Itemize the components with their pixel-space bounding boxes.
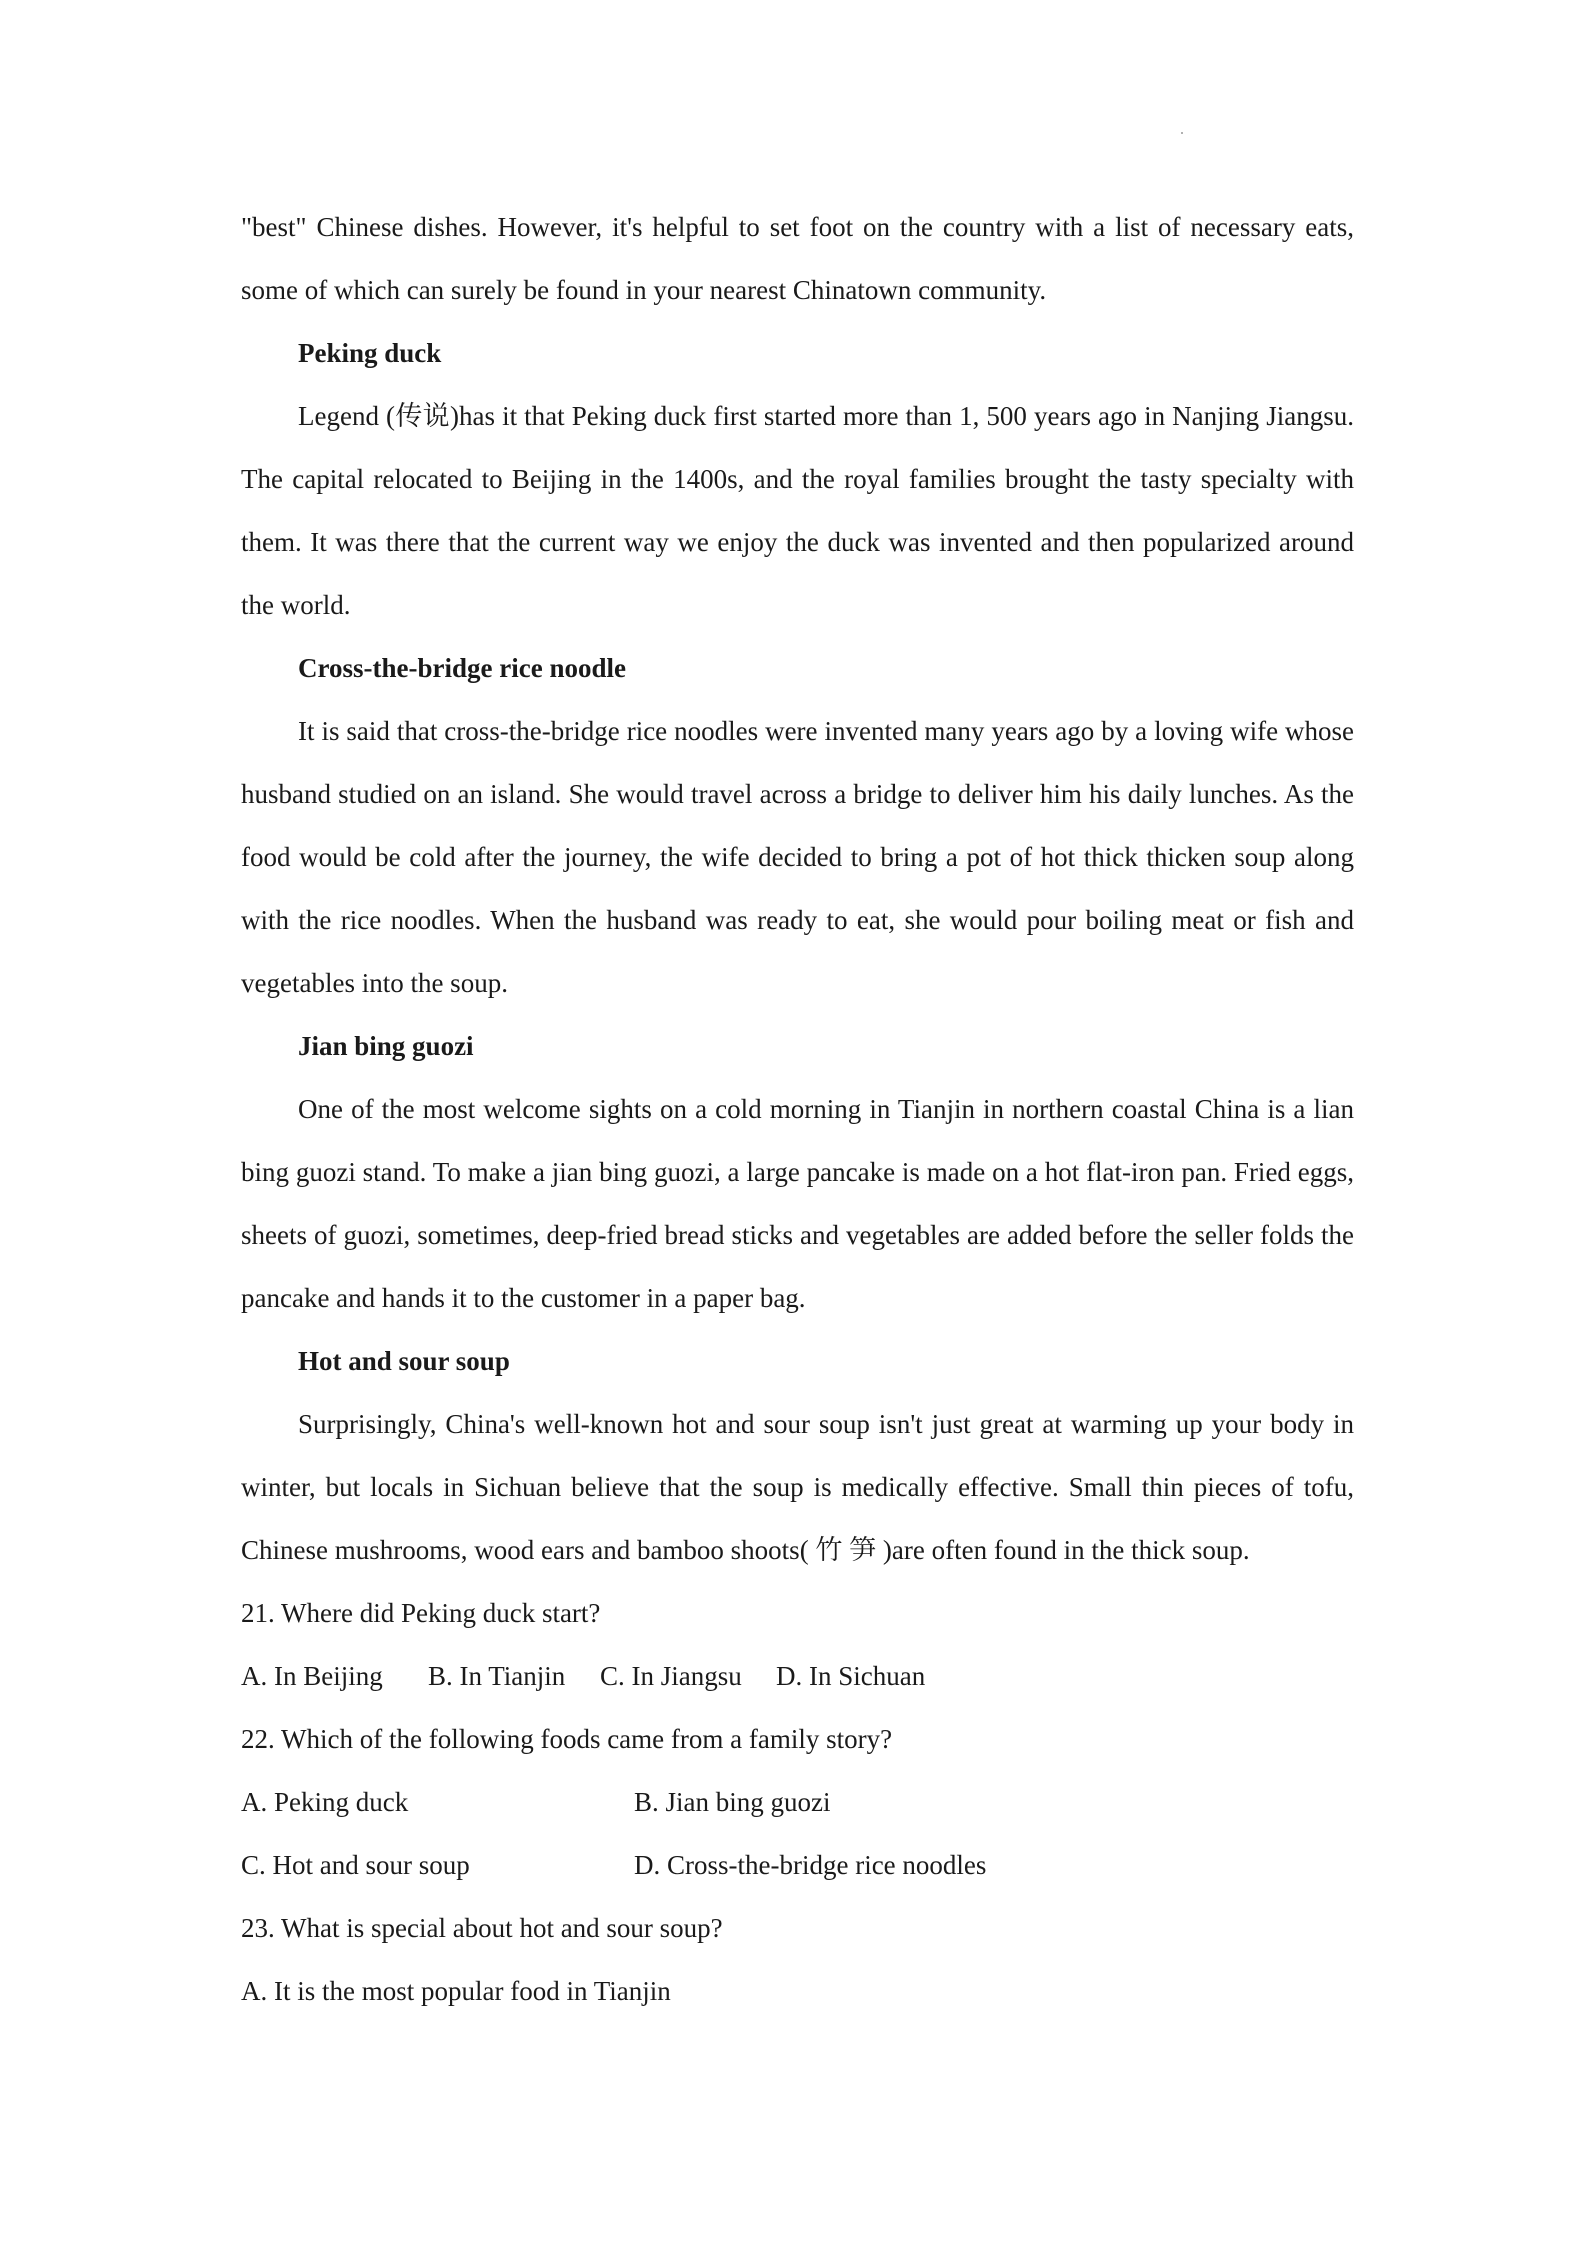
question-21-options	[241, 1645, 1354, 1708]
intro-paragraph	[241, 196, 1354, 322]
question-22-options-row-2	[241, 1834, 1354, 1897]
document-page	[241, 196, 1354, 2023]
section-body-hot-sour-soup: Surprisingly, China's well-known hot and sour soup isn't just great at warming up your body in winter, but locals in Sichuan believe that the soup is medically effective. Small thin pieces of tofu, Chinese mushrooms, wood ears and bamboo shoots( 竹 笋 )are often found in the thick soup.	[241, 1409, 1354, 1565]
intro-line-1: "best" Chinese dishes. However, it's helpful to set foot on the country with a list of necessary eats,	[241, 212, 1354, 242]
section-heading-hot-sour-soup: Hot and sour soup	[298, 1346, 510, 1376]
section-body-cross-bridge-noodle: It is said that cross-the-bridge rice noodles were invented many years ago by a loving wife whose husband studied on an island. She would travel across a bridge to deliver him his daily lunches. As the food would be cold after the journey, the wife decided to bring a pot of hot thick thicken soup along with the rice noodles. When the husband was ready to eat, she would pour boiling meat or fish and vegetables into the soup.	[241, 716, 1354, 998]
question-23-option-a: A. It is the most popular food in Tianjin	[241, 1976, 671, 2006]
question-23-stem: 23. What is special about hot and sour soup?	[241, 1913, 723, 1943]
question-21-stem: 21. Where did Peking duck start?	[241, 1598, 601, 1628]
question-22-option-b: B. Jian bing guozi	[634, 1787, 831, 1817]
section-heading-jian-bing-guozi: Jian bing guozi	[298, 1031, 474, 1061]
section-heading-cross-bridge-noodle: Cross-the-bridge rice noodle	[298, 653, 626, 683]
intro-line-2: some of which can surely be found in your nearest Chinatown community.	[241, 275, 1047, 305]
question-22-option-c: C. Hot and sour soup	[241, 1850, 470, 1880]
question-22-stem: 22. Which of the following foods came from a family story?	[241, 1724, 893, 1754]
question-22-option-d: D. Cross-the-bridge rice noodles	[634, 1850, 987, 1880]
question-21-option-c: C. In Jiangsu	[600, 1661, 742, 1691]
question-21-option-b: B. In Tianjin	[428, 1661, 566, 1691]
page-mark	[1181, 132, 1183, 134]
section-heading-peking-duck: Peking duck	[298, 338, 442, 368]
question-22-options-row-1	[241, 1771, 1354, 1834]
question-21-option-d: D. In Sichuan	[776, 1661, 926, 1691]
question-21-option-a: A. In Beijing	[241, 1661, 383, 1691]
section-body-jian-bing-guozi: One of the most welcome sights on a cold morning in Tianjin in northern coastal China is a lian bing guozi stand. To make a jian bing guozi, a large pancake is made on a hot flat-iron pan. Fried eggs, sheets of guozi, sometimes, deep-fried bread sticks and vegetables are added before the seller folds the pancake and hands it to the customer in a paper bag.	[241, 1094, 1354, 1313]
section-body-peking-duck: Legend (传说)has it that Peking duck first started more than 1, 500 years ago in Nanjing Jiangsu. The capital relocated to Beijing in the 1400s, and the royal families brought the tasty specialty with them. It was there that the current way we enjoy the duck was invented and then popularized around the world.	[241, 401, 1354, 620]
question-22-option-a: A. Peking duck	[241, 1787, 409, 1817]
